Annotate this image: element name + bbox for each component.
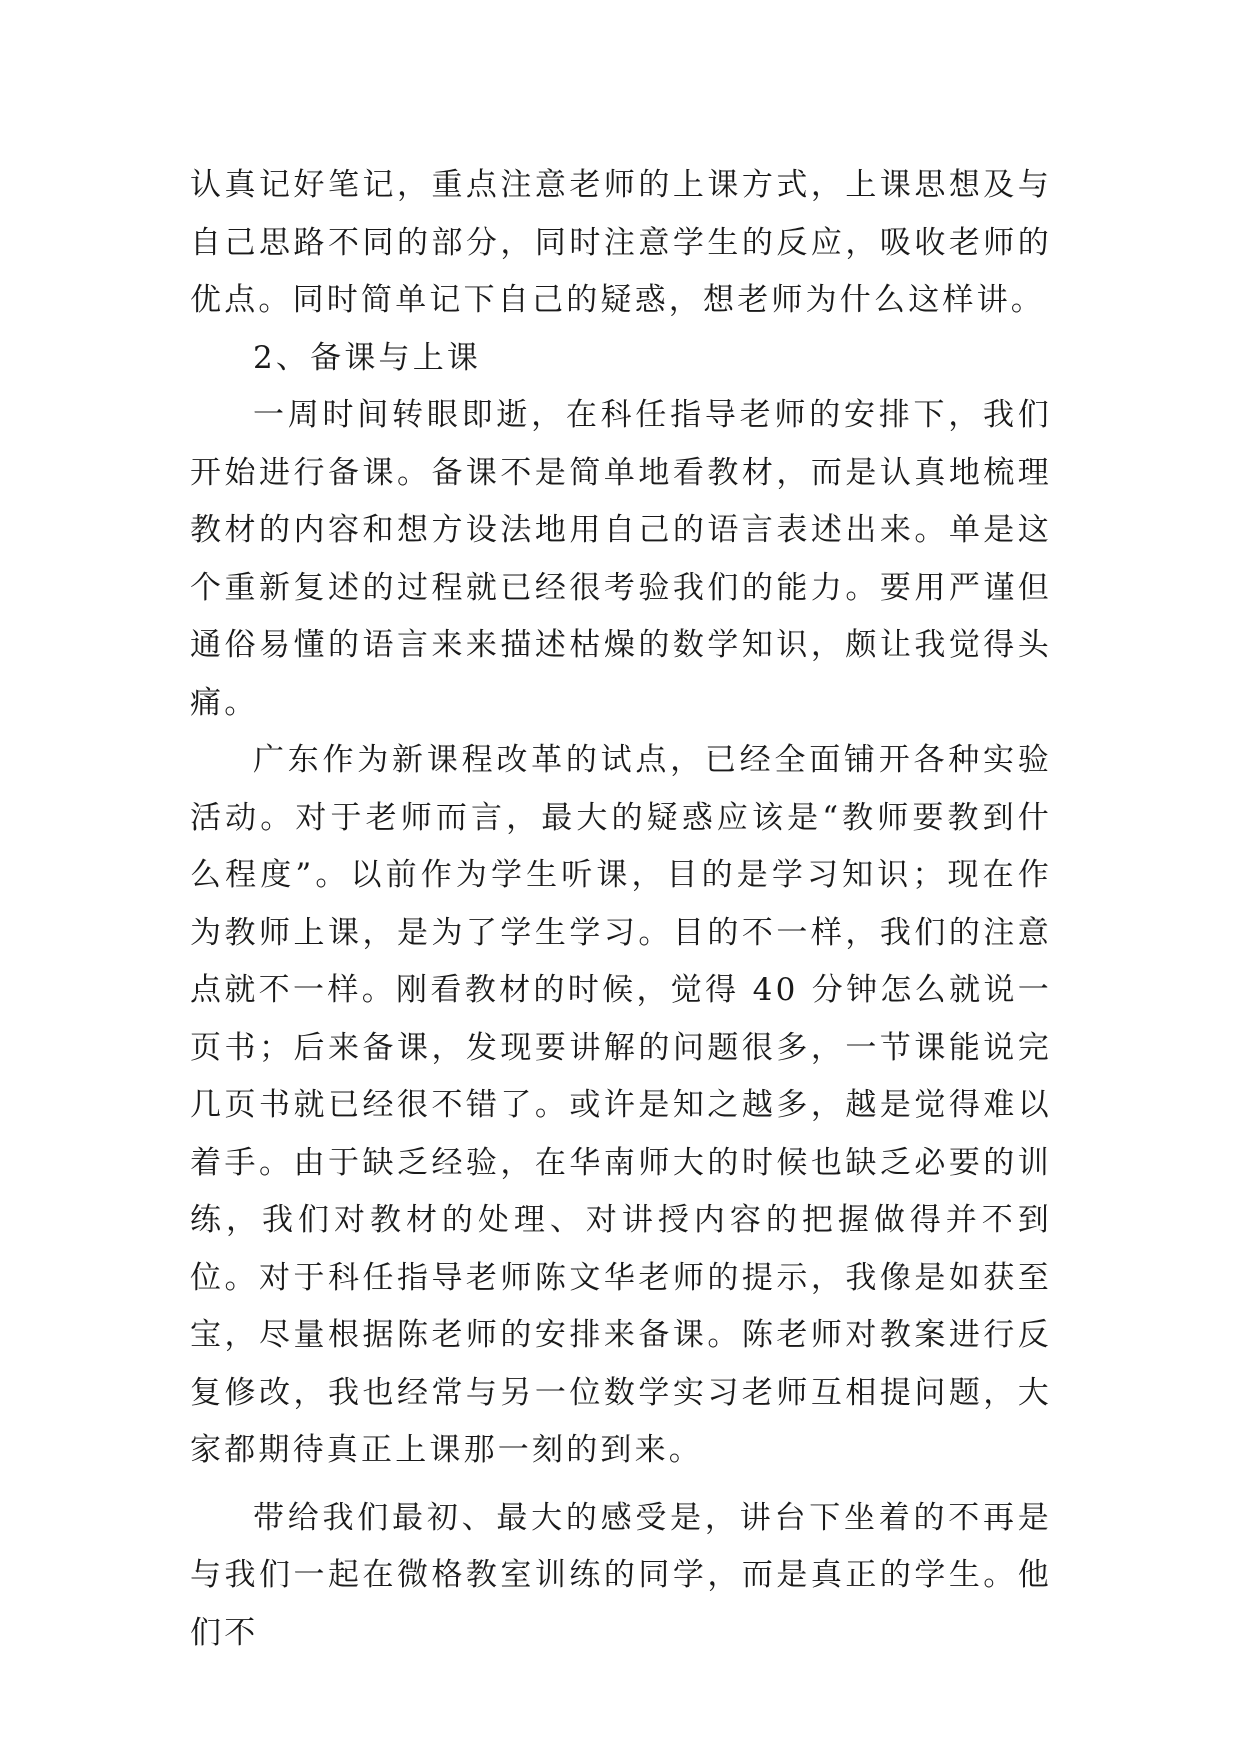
paragraph-curriculum-reform: 广东作为新课程改革的试点，已经全面铺开各种实验活动。对于老师而言，最大的疑惑应该是“教师要教到什么程度”。以前作为学生听课，目的是学习知识；现在作为教师上课，是为了学生学习。目的不一样，我们的注意点就不一样。刚看教材的时候，觉得 40 分钟怎么就说一页书；后来备课，发现要讲解的问题很多，一节课能说完几页书就已经很不错了。或许是知之越多，越是觉得难以着手。由于缺乏经验，在华南师大的时候也缺乏必要的训练，我们对教材的处理、对讲授内容的把握做得并不到位。对于科任指导老师陈文华老师的提示，我像是如获至宝，尽量根据陈老师的安排来备课。陈老师对教案进行反复修改，我也经常与另一位数学实习老师互相提问题，大家都期待真正上课那一刻的到来。 <box>190 742 1052 1468</box>
document-page <box>190 157 1052 1662</box>
paragraph-lesson-prep: 一周时间转眼即逝，在科任指导老师的安排下，我们开始进行备课。备课不是简单地看教材，而是认真地梳理教材的内容和想方设法地用自己的语言表述出来。单是这个重新复述的过程就已经很考验我们的能力。要用严谨但通俗易懂的语言来来描述枯燥的数学知识，颇让我觉得头痛。 <box>190 397 1052 721</box>
paragraph-notes: 认真记好笔记，重点注意老师的上课方式，上课思想及与自己思路不同的部分，同时注意学生的反应，吸收老师的优点。同时简单记下自己的疑惑，想老师为什么这样讲。 <box>190 167 1052 318</box>
paragraph-first-impression: 带给我们最初、最大的感受是，讲台下坐着的不再是与我们一起在微格教室训练的同学，而是真正的学生。他们不 <box>190 1499 1052 1651</box>
section-heading-lesson-prep: 2、备课与上课 <box>253 339 482 376</box>
